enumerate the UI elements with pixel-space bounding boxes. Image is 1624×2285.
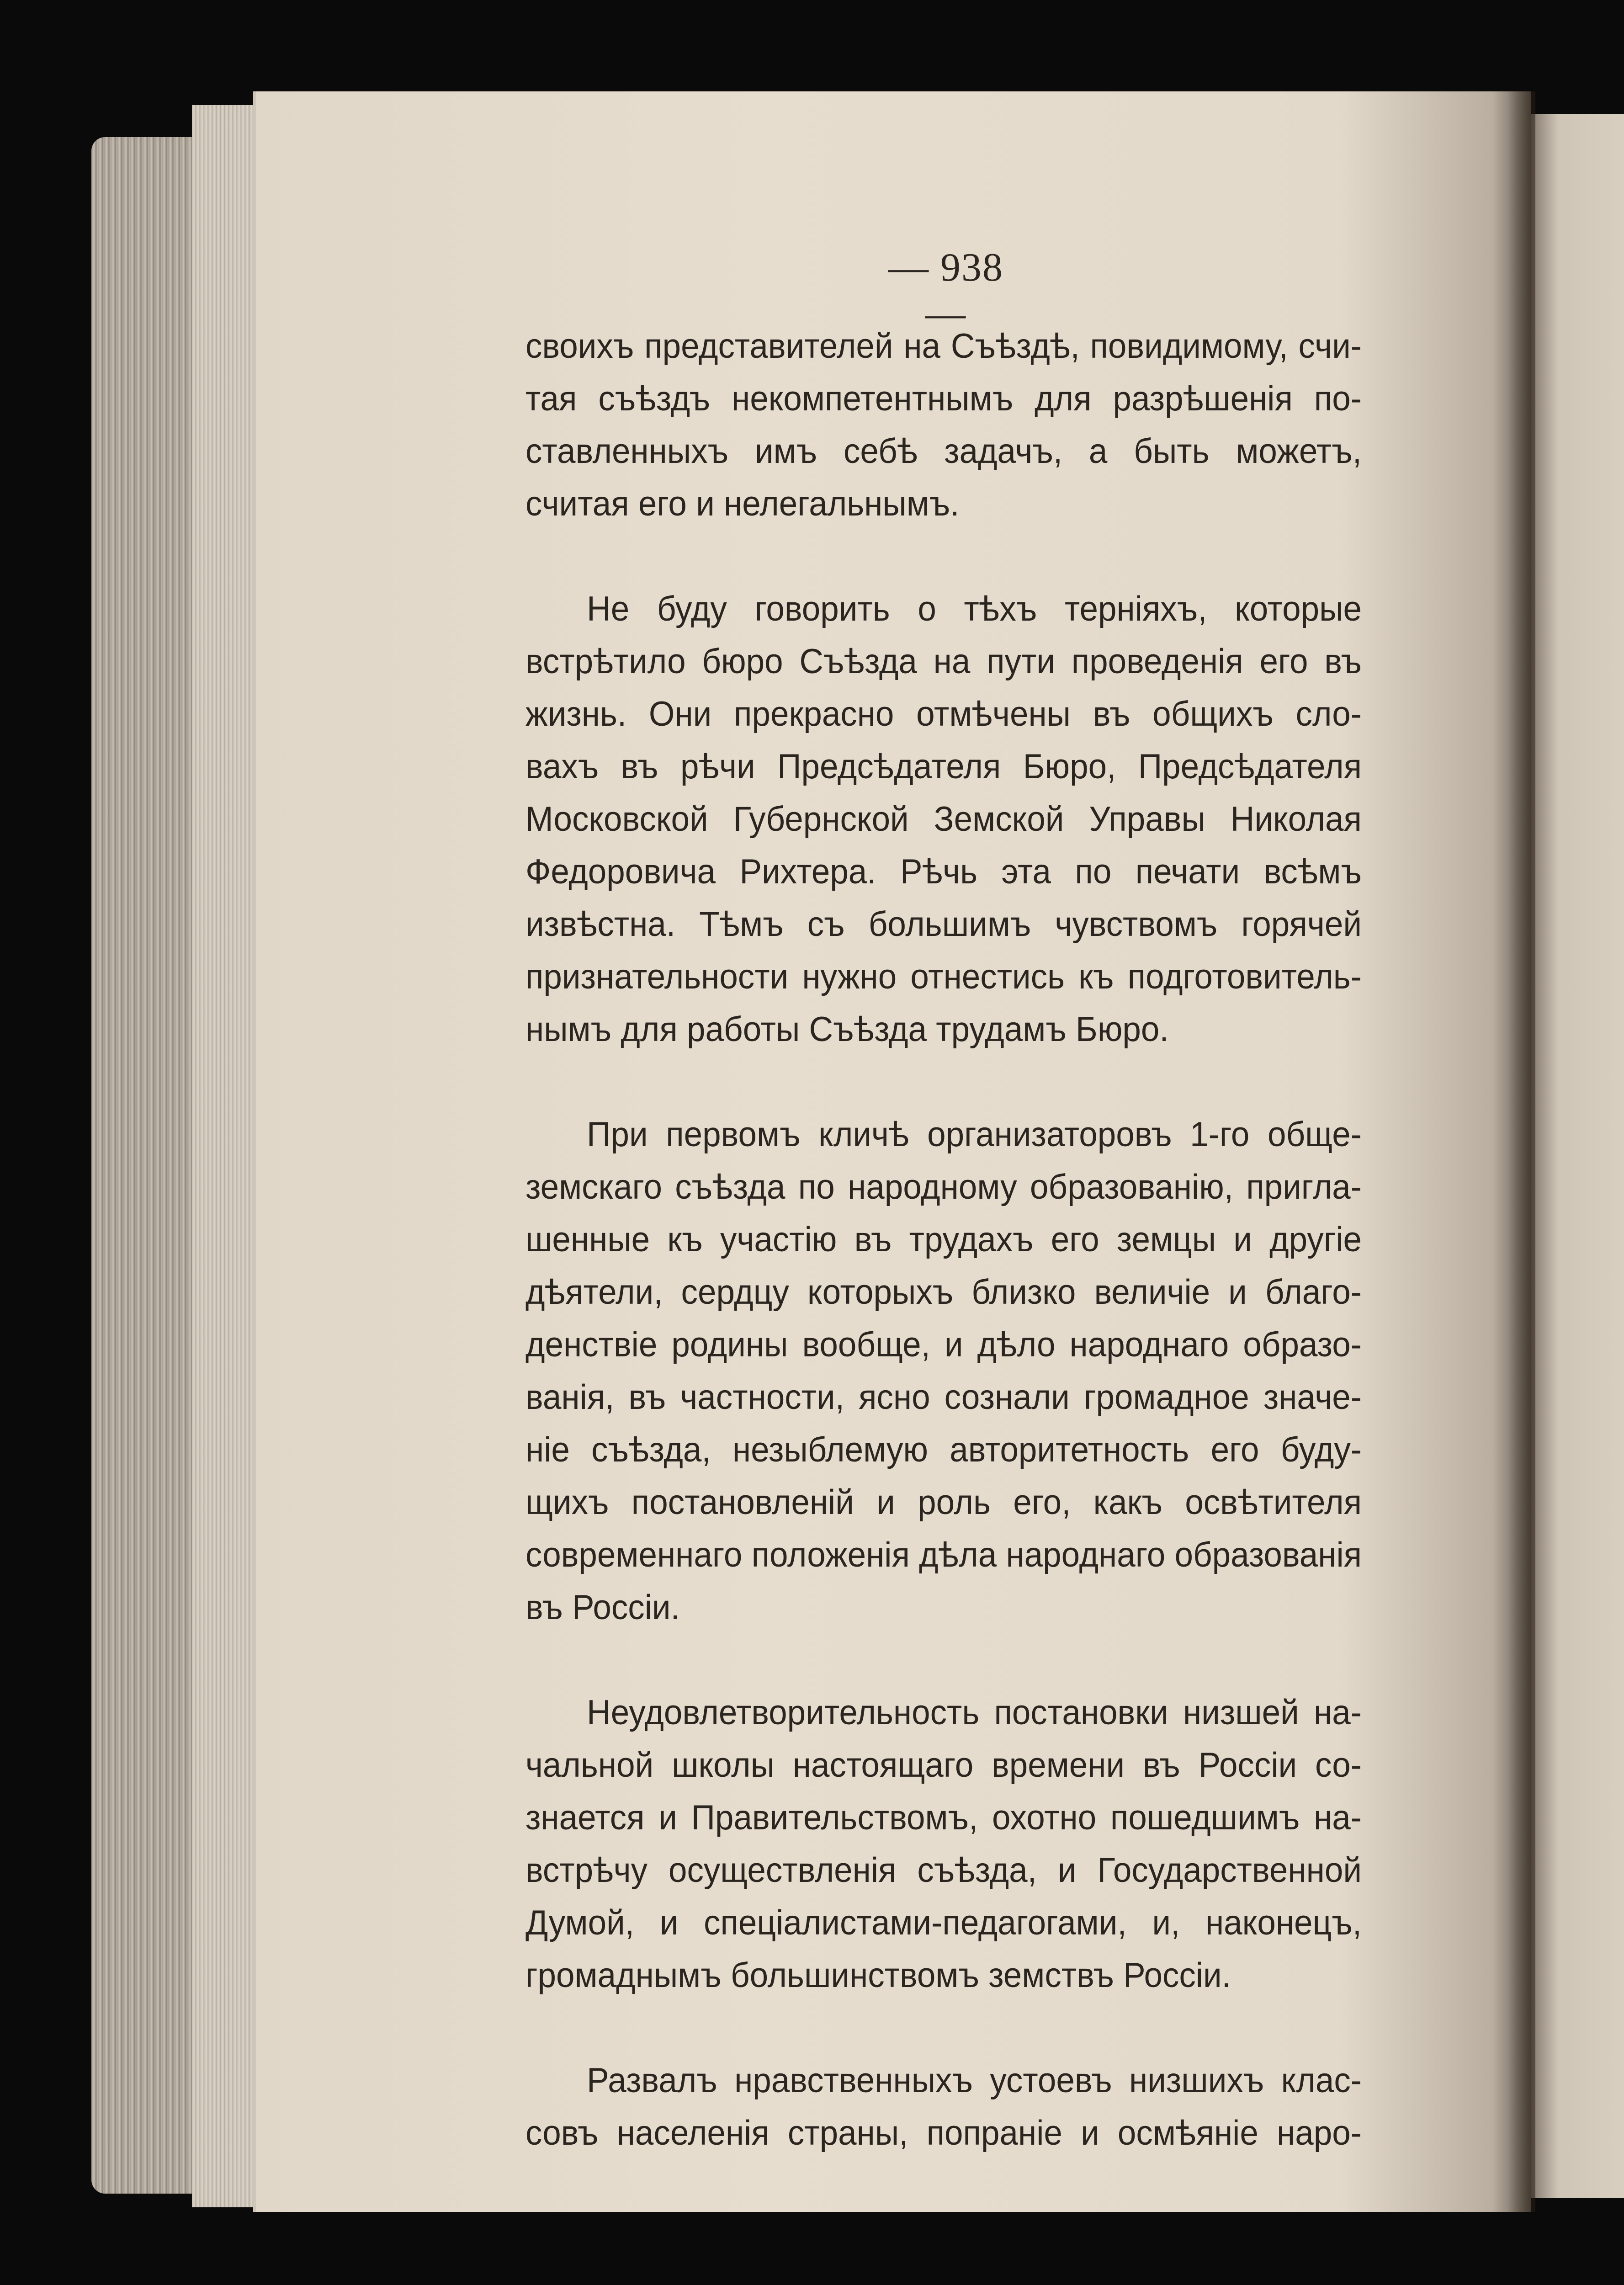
paragraph-5 <box>525 2054 1362 2159</box>
text-line: Развалъ нравственныхъ устоевъ низшихъ клас- <box>587 2061 1362 2100</box>
paragraph-1 <box>525 320 1362 530</box>
facing-page <box>1522 114 1624 2198</box>
spine-shadow <box>1508 91 1535 2212</box>
text-line: знается и Правительствомъ, охотно пошедшимъ на- <box>525 1798 1362 1837</box>
text-line: шенные къ участію въ трудахъ его земцы и другіе <box>525 1220 1362 1259</box>
text-line: денствіе родины вообще, и дѣло народнаго образо- <box>525 1325 1362 1364</box>
text-line: ставленныхъ имъ себѣ задачъ, а быть можетъ, <box>525 432 1362 471</box>
text-line: признательности нужно отнестись къ подготовитель- <box>525 957 1362 996</box>
text-line: чальной школы настоящаго времени въ Россіи со- <box>525 1746 1362 1785</box>
text-line: земскаго съѣзда по народному образованію, пригла- <box>525 1168 1362 1206</box>
text-line: ніе съѣзда, незыблемую авторитетность его буду- <box>525 1430 1362 1469</box>
text-line: ванія, въ частности, ясно сознали громадное значе- <box>525 1378 1362 1417</box>
text-line: Московской Губернской Земской Управы Николая <box>525 800 1362 839</box>
text-line: считая его и нелегальнымъ. <box>525 484 960 523</box>
paragraph-4 <box>525 1686 1362 2002</box>
text-line: Не буду говорить о тѣхъ терніяхъ, которые <box>587 590 1362 628</box>
page-number: — 938 — <box>888 245 1003 336</box>
text-line: щихъ постановленій и роль его, какъ освѣтителя <box>525 1483 1362 1522</box>
text-line: своихъ представителей на Съѣздѣ, повидимому, счи- <box>525 327 1362 366</box>
text-line: совъ населенія страны, попраніе и осмѣяніе наро- <box>525 2114 1362 2152</box>
paragraph-3 <box>525 1108 1362 1634</box>
paragraph-2 <box>525 583 1362 1056</box>
text-line: Неудовлетворительность постановки низшей на- <box>587 1693 1362 1732</box>
text-line: Думой, и спеціалистами-педагогами, и, наконецъ, <box>525 1903 1362 1942</box>
text-line: встрѣчу осуществленія съѣзда, и Государственной <box>525 1851 1362 1890</box>
text-line: Федоровича Рихтера. Рѣчь эта по печати всѣмъ <box>525 852 1362 891</box>
text-line: современнаго положенія дѣла народнаго образованія <box>525 1536 1362 1574</box>
text-line: встрѣтило бюро Съѣзда на пути проведенія его въ <box>525 642 1362 681</box>
text-line: вахъ въ рѣчи Предсѣдателя Бюро, Предсѣдателя <box>525 747 1362 786</box>
text-line: извѣстна. Тѣмъ съ большимъ чувствомъ горячей <box>525 905 1362 944</box>
text-line: При первомъ кличѣ организаторовъ 1-го обще- <box>587 1115 1362 1154</box>
text-line: нымъ для работы Съѣзда трудамъ Бюро. <box>525 1010 1169 1049</box>
text-line: въ Россіи. <box>525 1588 680 1627</box>
text-line: тая съѣздъ некомпетентнымъ для разрѣшенія по- <box>525 379 1362 418</box>
page-text <box>525 320 1362 2212</box>
text-line: жизнь. Они прекрасно отмѣчены въ общихъ сло- <box>525 695 1362 733</box>
text-line: дѣятели, сердцу которыхъ близко величіе и благо- <box>525 1273 1362 1312</box>
text-line: громаднымъ большинствомъ земствъ Россіи. <box>525 1956 1231 1995</box>
